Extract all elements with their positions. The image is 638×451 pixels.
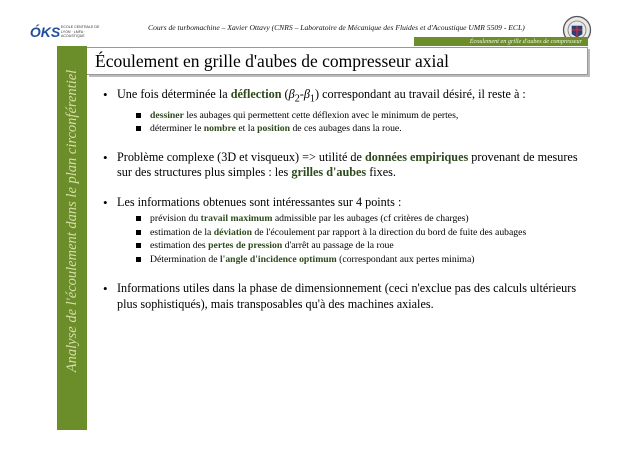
- bullet-empirical-data: [103, 150, 583, 181]
- sub-bullet-text: déterminer le: [150, 123, 204, 135]
- keyword-nombre: nombre: [203, 123, 236, 135]
- bullet-text: Une fois déterminée la: [117, 87, 231, 101]
- sub-bullet-text: de ces aubages dans la roue.: [290, 123, 402, 135]
- course-header-line: Cours de turbomachine – Xavier Ottavy (CNRS – Laboratoire de Mécanique des Fluides et d'Acoustique UMR 5509 - ECL): [148, 23, 525, 32]
- sub-bullet-text: les aubages qui permettent cette déflexion avec le minimum de pertes,: [183, 109, 459, 121]
- keyword-position: position: [257, 123, 291, 135]
- bullet-text: fixes.: [366, 165, 396, 180]
- sub-bullet-number-position: [117, 122, 583, 136]
- section-subtitle-band: Écoulement en grille d'aubes de compresseur: [414, 37, 588, 46]
- bullet-text: (: [281, 87, 289, 101]
- keyword-incidence: l'angle d'incidence optimum: [219, 253, 337, 265]
- beta-symbol: β: [303, 87, 310, 101]
- keyword-deviation: déviation: [213, 226, 252, 238]
- subscript-1: 1: [309, 93, 315, 105]
- logo-mark: ÓKS: [29, 24, 61, 40]
- bullet-text: provenant de mesures sur des structures plus simples : les: [117, 149, 578, 180]
- sub-bullet-text: estimation de la: [150, 226, 214, 238]
- keyword-empirical-data: données empiriques: [364, 149, 469, 164]
- sub-bullet-deviation: [117, 226, 583, 240]
- sub-bullet-text: et la: [235, 123, 258, 135]
- sidebar-label: Analyse de l'écoulement dans le plan circonférentiel: [64, 69, 80, 373]
- bullet-design-phase: [103, 281, 583, 312]
- sub-bullet-text: admissible par les aubages (cf critères de charges): [272, 213, 469, 225]
- sub-bullet-pressure-loss: [117, 239, 583, 253]
- sub-bullet-incidence: [117, 253, 583, 267]
- slide-header: [0, 0, 638, 50]
- bullet-text: Les informations obtenues sont intéressantes sur 4 points :: [117, 194, 402, 209]
- sub-bullet-text: prévision du: [150, 213, 201, 225]
- sub-bullet-max-work: [117, 212, 583, 226]
- keyword-pressure-loss: pertes de pression: [208, 240, 283, 252]
- bullet-text: Problème complexe (3D et visqueux) => utilité de: [117, 149, 365, 164]
- bullet-deflection: [103, 87, 583, 136]
- beta-symbol: β: [288, 87, 295, 101]
- title-box: [87, 47, 588, 75]
- sub-bullet-text: Détermination de: [150, 253, 220, 265]
- slide-title: Écoulement en grille d'aubes de compresseur axial: [95, 51, 449, 71]
- sub-bullet-design: [117, 109, 583, 123]
- subscript-2: 2: [294, 93, 300, 105]
- bullet-four-points: [103, 195, 583, 267]
- bullet-text: Informations utiles dans la phase de dimensionnement (ceci n'exclue pas des calculs ultérieurs plus sophistiqués), mais transposables qu'à des machines axiales.: [117, 281, 577, 311]
- sub-bullet-text: (correspondant aux pertes minima): [336, 253, 475, 265]
- keyword-deflection: déflection: [230, 87, 282, 101]
- bullet-text: -: [299, 87, 304, 101]
- sub-bullet-text: de l'écoulement par rapport à la direction du bord de fuite des aubages: [251, 226, 527, 238]
- logo-caption: ECOLE CENTRALE DE LYON · LMFA · ACOUSTIQUE: [61, 25, 100, 39]
- keyword-max-work: travail maximum: [200, 213, 273, 225]
- sub-bullet-text: d'arrêt au passage de la roue: [282, 240, 394, 252]
- bullet-text: ) correspondant au travail désiré, il reste à :: [314, 87, 526, 101]
- vertical-sidebar: [57, 46, 87, 430]
- slide-body: [103, 87, 583, 312]
- keyword-cascades: grilles d'aubes: [291, 165, 367, 180]
- keyword-dessiner: dessiner: [150, 109, 184, 121]
- sub-bullet-text: estimation des: [150, 240, 209, 252]
